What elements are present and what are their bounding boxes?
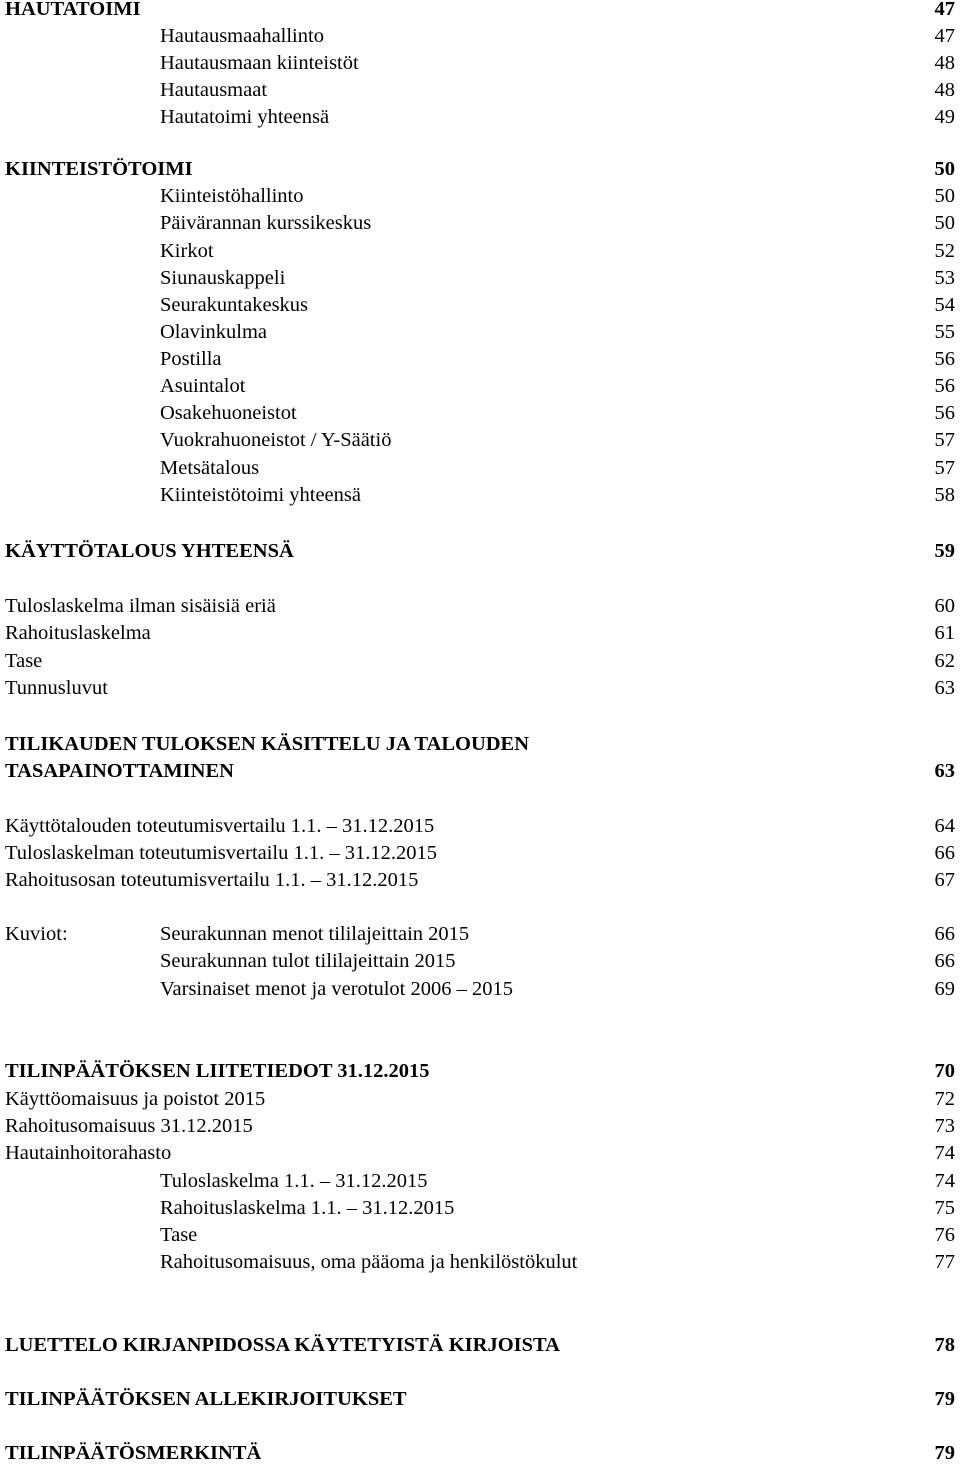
toc-page: 55: [934, 321, 955, 343]
toc-title: Kiinteistöhallinto: [160, 185, 304, 207]
toc-page: 50: [934, 212, 955, 234]
toc-page: 75: [934, 1197, 955, 1219]
toc-entry: [5, 648, 955, 674]
toc-page: 47: [934, 25, 955, 47]
figures-label: Kuviot:: [5, 923, 68, 945]
toc-page: 63: [934, 760, 955, 782]
toc-entry: [5, 238, 955, 264]
toc-title: TILINPÄÄTÖSMERKINTÄ: [5, 1442, 262, 1464]
toc-entry: [5, 840, 955, 866]
toc-entry: [5, 1140, 955, 1166]
toc-entry: [5, 427, 955, 453]
toc-page: 70: [934, 1060, 955, 1082]
toc-title: Rahoitusomaisuus 31.12.2015: [5, 1115, 253, 1137]
toc-title: Tuloslaskelman toteutumisvertailu 1.1. – 31.12.2015: [5, 842, 438, 864]
toc-entry: [5, 455, 955, 481]
toc-page: 69: [934, 978, 955, 1000]
toc-entry: [5, 23, 955, 49]
toc-entry: [5, 346, 955, 372]
toc-page: 66: [934, 923, 955, 945]
toc-page: 67: [934, 869, 955, 891]
toc-entry: [5, 813, 955, 839]
toc-page: 63: [934, 677, 955, 699]
toc-page: 60: [934, 595, 955, 617]
toc-heading: [5, 758, 955, 784]
toc-page: 64: [934, 815, 955, 837]
toc-title: Hautausmaat: [160, 79, 268, 101]
toc-entry: [5, 210, 955, 236]
toc-title: Päivärannan kurssikeskus: [160, 212, 372, 234]
toc-entry: [5, 593, 955, 619]
toc-page: 56: [934, 375, 955, 397]
toc-page: 72: [934, 1088, 955, 1110]
toc-title: Hautatoimi yhteensä: [160, 106, 330, 128]
toc-entry: [5, 292, 955, 318]
toc-heading: [5, 1058, 955, 1084]
toc-page: 49: [934, 106, 955, 128]
toc-title: KIINTEISTÖTOIMI: [5, 158, 193, 180]
toc-page: 50: [934, 158, 955, 180]
toc-entry: [5, 976, 955, 1002]
toc-heading: [5, 538, 955, 564]
toc-entry: [5, 482, 955, 508]
toc-title: Kiinteistötoimi yhteensä: [160, 484, 361, 506]
toc-page: 62: [934, 650, 955, 672]
toc-title: Hautainhoitorahasto: [5, 1142, 172, 1164]
toc-title: Rahoituslaskelma 1.1. – 31.12.2015: [160, 1197, 455, 1219]
toc-page: 66: [934, 950, 955, 972]
toc-title: Seurakuntakeskus: [160, 294, 309, 316]
toc-heading: [5, 1386, 955, 1412]
toc-title: Rahoitusosan toteutumisvertailu 1.1. – 31.12.2015: [5, 869, 419, 891]
toc-page: 76: [934, 1224, 955, 1246]
toc-title: Kirkot: [160, 240, 214, 262]
toc-entry: [5, 867, 955, 893]
toc-title: TASAPAINOTTAMINEN: [5, 760, 234, 782]
toc-entry: [5, 1222, 955, 1248]
toc-title: Tuloslaskelma ilman sisäisiä eriä: [5, 595, 276, 617]
toc-title: Rahoituslaskelma: [5, 622, 151, 644]
toc-entry: [5, 675, 955, 701]
toc-page: 61: [934, 622, 955, 644]
toc-page: 74: [934, 1142, 955, 1164]
toc-page: 56: [934, 348, 955, 370]
toc-page: 73: [934, 1115, 955, 1137]
toc-title: HAUTATOIMI: [5, 0, 141, 20]
toc-title: Varsinaiset menot ja verotulot 2006 – 2015: [160, 978, 513, 1000]
toc-page: 58: [934, 484, 955, 506]
toc-page: 56: [934, 402, 955, 424]
toc-page: 48: [934, 79, 955, 101]
toc-title: TILINPÄÄTÖKSEN LIITETIEDOT 31.12.2015: [5, 1060, 430, 1082]
toc-page: 57: [934, 457, 955, 479]
toc-title: Osakehuoneistot: [160, 402, 297, 424]
toc-page: 53: [934, 267, 955, 289]
toc-entry: [5, 50, 955, 76]
toc-title: Tase: [160, 1224, 198, 1246]
toc-page: 74: [934, 1170, 955, 1192]
toc-page: 79: [934, 1388, 955, 1410]
toc-heading: [5, 0, 955, 22]
toc-title: Vuokrahuoneistot / Y-Säätiö: [160, 429, 392, 451]
toc-page: 59: [934, 540, 955, 562]
toc-title: Olavinkulma: [160, 321, 268, 343]
toc-entry: [5, 183, 955, 209]
toc-title: Asuintalot: [160, 375, 246, 397]
toc-page: 47: [934, 0, 955, 20]
toc-page: 52: [934, 240, 955, 262]
toc-entry: [5, 77, 955, 103]
toc-entry: [5, 400, 955, 426]
toc-title: Tase: [5, 650, 43, 672]
toc-entry: [5, 921, 955, 947]
toc-entry: [5, 265, 955, 291]
toc-entry: [5, 1168, 955, 1194]
toc-heading: [5, 1440, 955, 1466]
toc-heading: [5, 731, 955, 757]
toc-title: Siunauskappeli: [160, 267, 286, 289]
toc-title: TILIKAUDEN TULOKSEN KÄSITTELU JA TALOUDEN: [5, 733, 530, 755]
toc-page: 79: [934, 1442, 955, 1464]
toc-entry: [5, 1195, 955, 1221]
toc-entry: [5, 1113, 955, 1139]
toc-title: Seurakunnan menot tililajeittain 2015: [160, 923, 470, 945]
toc-title: Hautausmaahallinto: [160, 25, 324, 47]
toc-heading: [5, 1332, 955, 1358]
toc-page: 54: [934, 294, 955, 316]
toc-heading: [5, 156, 955, 182]
toc-page: 48: [934, 52, 955, 74]
toc-page: 77: [934, 1251, 955, 1273]
toc-entry: [5, 1249, 955, 1275]
toc-entry: [5, 948, 955, 974]
toc-entry: [5, 620, 955, 646]
toc-title: Rahoitusomaisuus, oma pääoma ja henkilöstökulut: [160, 1251, 578, 1273]
toc-title: LUETTELO KIRJANPIDOSSA KÄYTETYISTÄ KIRJOISTA: [5, 1334, 560, 1356]
toc-title: Seurakunnan tulot tililajeittain 2015: [160, 950, 456, 972]
toc-entry: [5, 1086, 955, 1112]
toc-title: Tunnusluvut: [5, 677, 108, 699]
toc-title: Metsätalous: [160, 457, 260, 479]
toc-page: 50: [934, 185, 955, 207]
toc-entry: [5, 104, 955, 130]
toc-title: TILINPÄÄTÖKSEN ALLEKIRJOITUKSET: [5, 1388, 407, 1410]
toc-title: Käyttötalouden toteutumisvertailu 1.1. – 31.12.2015: [5, 815, 435, 837]
toc-entry: [5, 319, 955, 345]
toc-title: Käyttöomaisuus ja poistot 2015: [5, 1088, 266, 1110]
toc-page: 66: [934, 842, 955, 864]
toc-title: Hautausmaan kiinteistöt: [160, 52, 359, 74]
toc-title: KÄYTTÖTALOUS YHTEENSÄ: [5, 540, 294, 562]
toc-title: Tuloslaskelma 1.1. – 31.12.2015: [160, 1170, 428, 1192]
toc-page: 57: [934, 429, 955, 451]
toc-title: Postilla: [160, 348, 222, 370]
toc-entry: [5, 373, 955, 399]
toc-page: 78: [934, 1334, 955, 1356]
